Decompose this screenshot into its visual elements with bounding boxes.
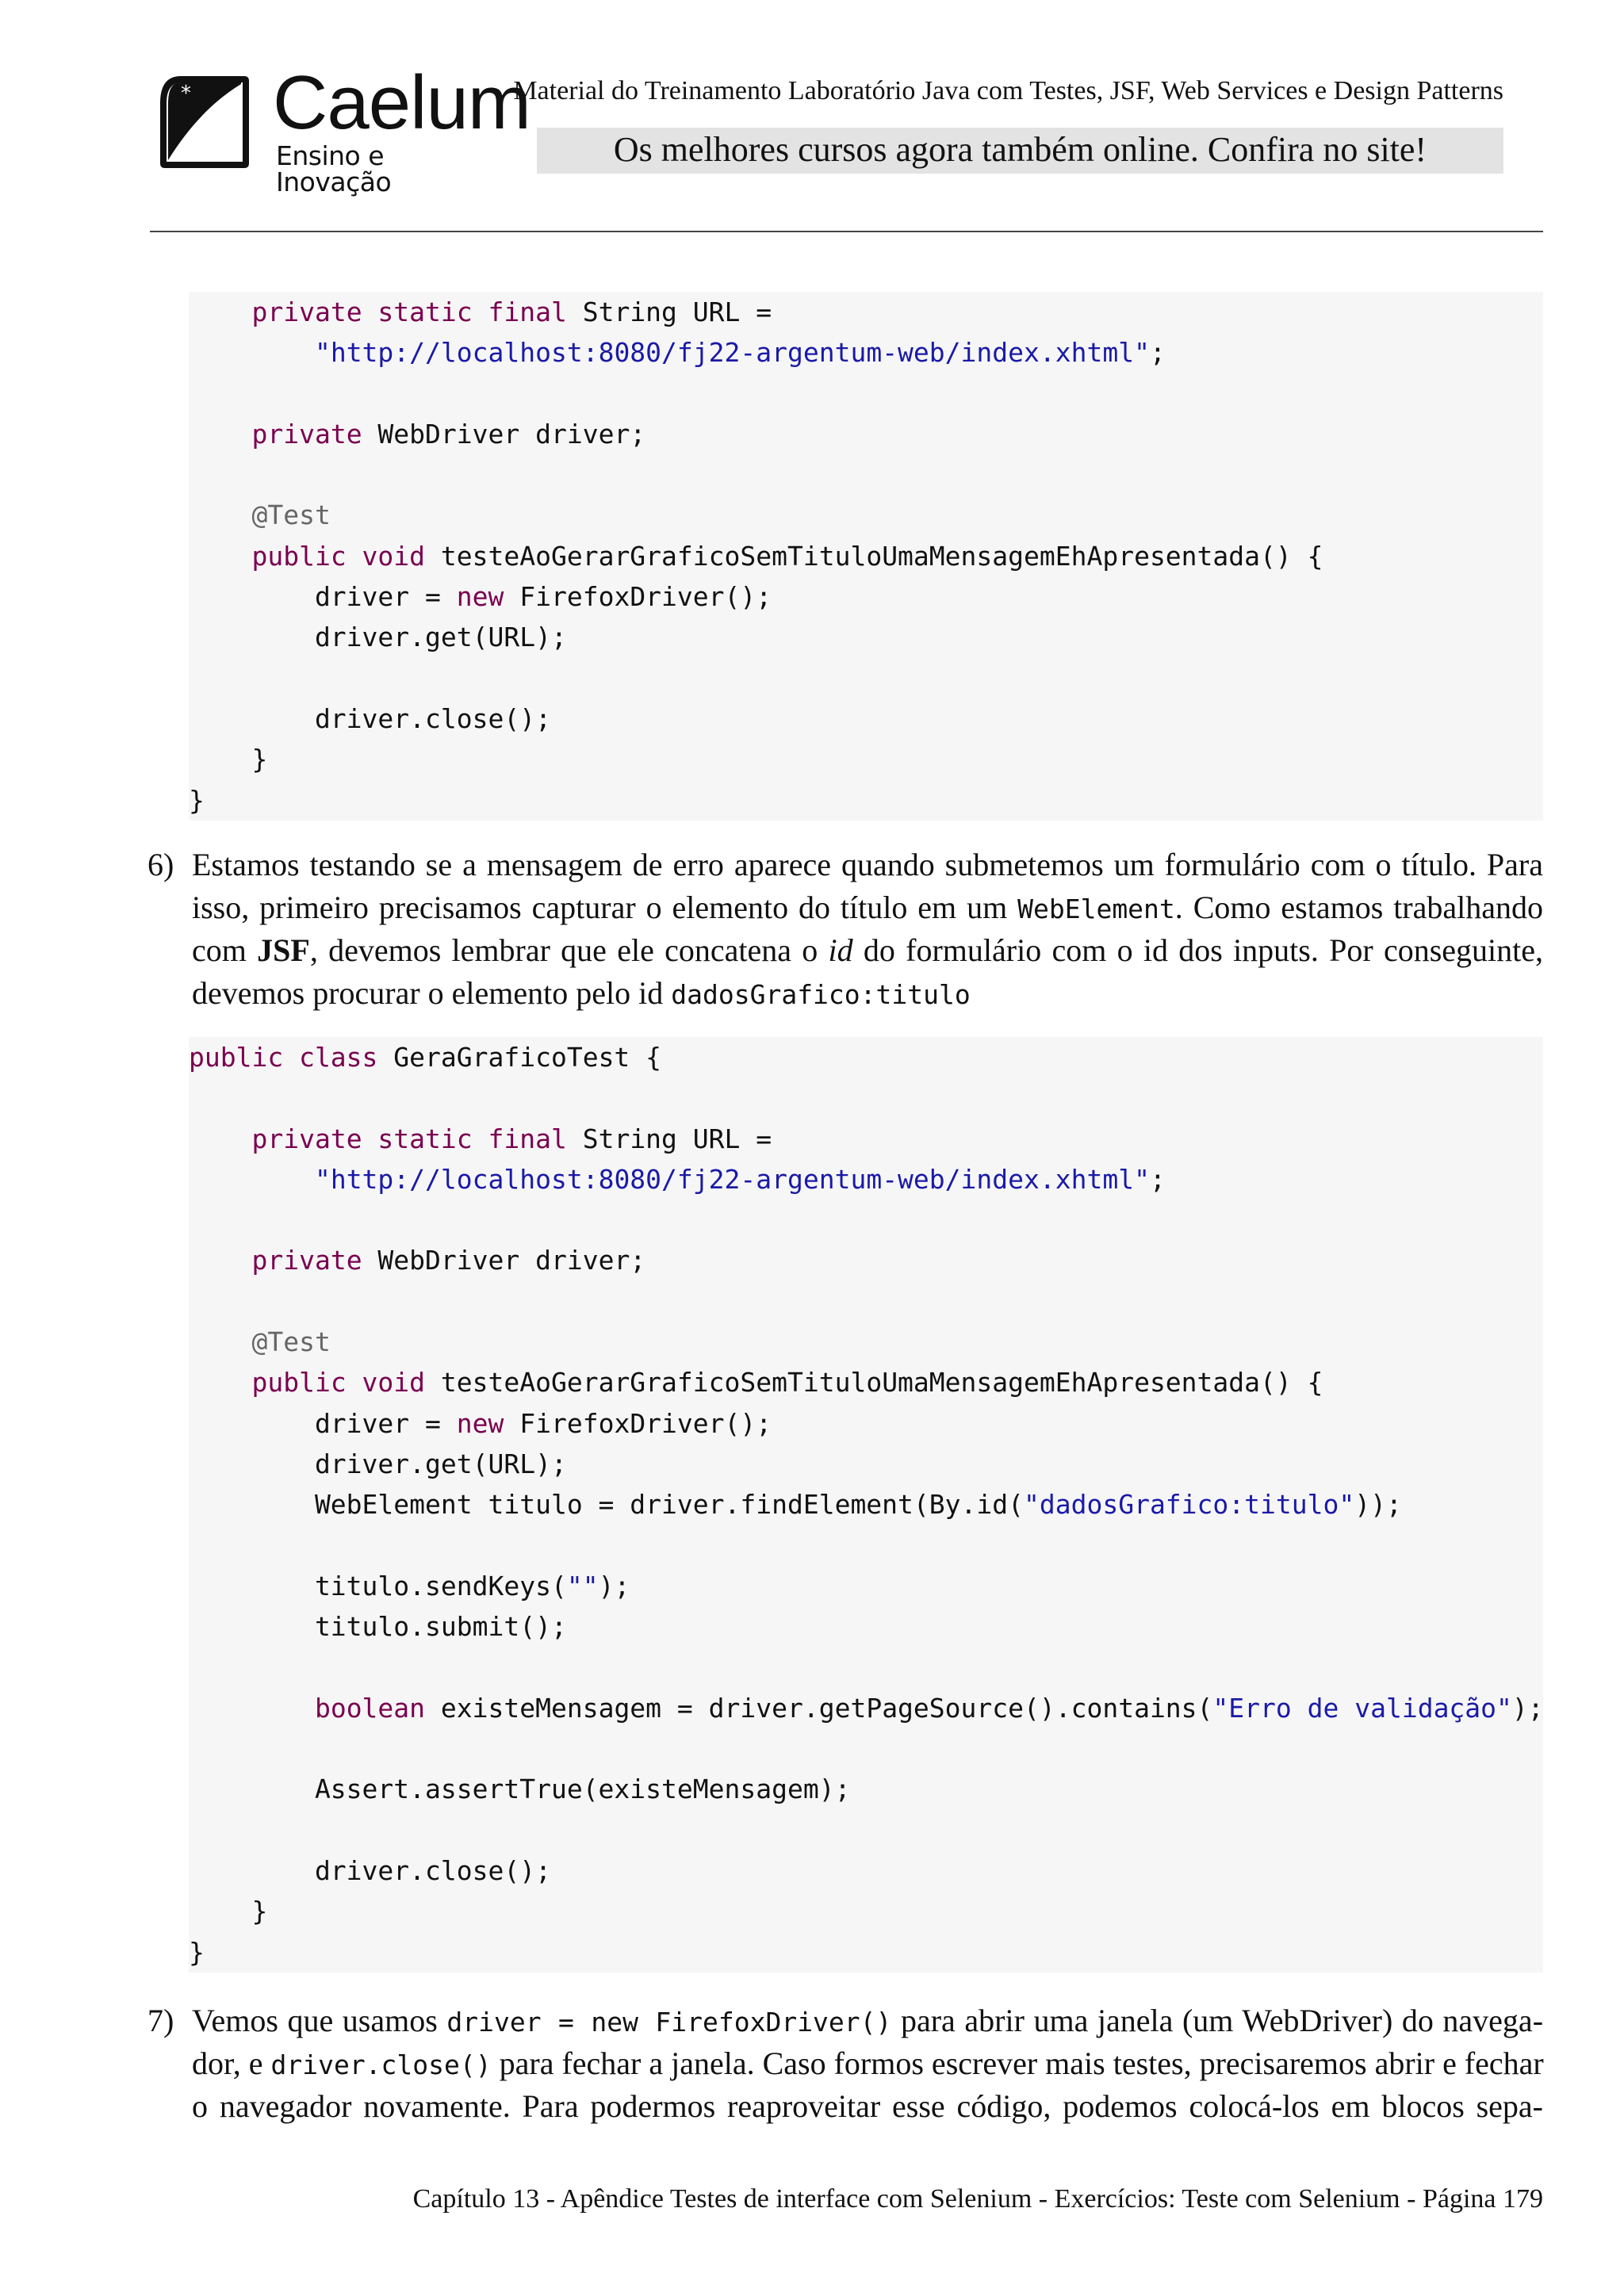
code-line — [189, 617, 1543, 657]
code-token — [189, 1693, 315, 1724]
exercise-item-6 — [147, 844, 1543, 1015]
code-line — [189, 1037, 1543, 1077]
text-run: para abrir uma janela (um WebDriver) do navega- — [891, 2003, 1544, 2038]
code-token — [189, 541, 251, 572]
code-block-1 — [189, 292, 1543, 821]
code-block-2 — [189, 1037, 1543, 1973]
code-token — [189, 419, 251, 450]
code-token: private — [251, 418, 362, 450]
code-token: ; — [1149, 337, 1166, 369]
code-token: testeAoGerarGraficoSemTituloUmaMensagemEhApresentada() { — [425, 1367, 1323, 1399]
code-token: new — [456, 581, 504, 613]
code-token: private static final — [251, 297, 567, 327]
code-line — [189, 1119, 1543, 1159]
text-line — [192, 972, 1543, 1015]
exercise-item-7 — [147, 1999, 1543, 2128]
item-number: 6) — [147, 847, 174, 882]
code-token: public void — [251, 1367, 426, 1399]
item-text — [192, 844, 1543, 1015]
code-token: Assert.assertTrue(existeMensagem); — [189, 1774, 851, 1805]
code-line — [189, 1606, 1543, 1647]
code-line — [189, 780, 1543, 821]
text-run: dor, e — [192, 2045, 271, 2081]
code-token: @Test — [251, 499, 331, 531]
code-line — [189, 1728, 1543, 1769]
svg-text:*: * — [181, 82, 191, 105]
code-token: } — [189, 744, 268, 775]
code-line — [189, 1647, 1543, 1687]
code-line — [189, 536, 1543, 576]
code-line — [189, 1891, 1543, 1931]
code-line — [189, 1240, 1543, 1280]
text-run: id — [828, 932, 853, 968]
code-token — [189, 1123, 251, 1154]
code-token: } — [189, 1936, 205, 1968]
code-token: "" — [566, 1570, 599, 1601]
code-token: GeraGraficoTest { — [377, 1042, 662, 1073]
code-line — [189, 576, 1543, 617]
code-token — [189, 1367, 251, 1398]
code-line — [189, 1525, 1543, 1566]
code-line — [189, 292, 1543, 332]
text-line — [192, 1999, 1543, 2042]
text-line — [192, 2085, 1543, 2128]
code-token: boolean — [314, 1692, 426, 1724]
code-line — [189, 373, 1543, 414]
code-token: String URL = — [566, 1123, 772, 1154]
code-token: WebDriver driver; — [362, 418, 646, 450]
code-token: FirefoxDriver(); — [504, 1407, 772, 1439]
code-token: } — [189, 784, 205, 816]
text-line — [192, 886, 1543, 929]
code-line — [189, 1444, 1543, 1484]
text-run: o navegador novamente. Para podermos reaproveitar esse código, podemos colocá-los em blocos sepa- — [192, 2088, 1543, 2124]
code-line — [189, 332, 1543, 373]
code-token — [189, 1164, 315, 1195]
text-run: do formulário com o id dos inputs. Por conseguinte, — [852, 932, 1544, 968]
text-run: com — [192, 932, 258, 968]
inline-code: driver.close() — [270, 2049, 492, 2080]
promo-text: Os melhores cursos agora também online. Confira no site! — [613, 130, 1427, 169]
code-line — [189, 1932, 1543, 1973]
text-line — [192, 2042, 1543, 2085]
text-run: . Como estamos trabalhando — [1174, 890, 1544, 925]
code-token: titulo.submit(); — [189, 1611, 567, 1643]
item-number: 7) — [147, 2003, 174, 2038]
text-run: devemos procurar o elemento pelo id — [192, 975, 672, 1011]
code-token: titulo.sendKeys( — [189, 1570, 567, 1601]
code-token: driver.get(URL); — [189, 1448, 567, 1479]
code-line — [189, 658, 1543, 698]
code-token: public void — [251, 540, 426, 572]
code-line — [189, 1159, 1543, 1200]
code-line — [189, 1281, 1543, 1322]
text-run: Vemos que usamos — [192, 2003, 447, 2038]
text-run: isso, primeiro precisamos capturar o elemento do título em um — [192, 890, 1018, 925]
code-line — [189, 1200, 1543, 1240]
page-footer: Capítulo 13 - Apêndice Testes de interface com Selenium - Exercícios: Teste com Selenium - Página 179 — [412, 2184, 1543, 2214]
code-line — [189, 414, 1543, 454]
code-token: ); — [598, 1570, 630, 1601]
inline-code: dadosGrafico:titulo — [671, 979, 971, 1010]
code-line — [189, 1769, 1543, 1809]
text-line — [192, 929, 1543, 972]
code-line — [189, 1077, 1543, 1118]
code-token: } — [189, 1896, 268, 1927]
inline-code: driver = new FirefoxDriver() — [446, 2007, 892, 2038]
text-run: , devemos lembrar que ele concatena o — [309, 932, 829, 968]
code-token: existeMensagem = driver.getPageSource().contains( — [425, 1692, 1213, 1724]
code-line — [189, 739, 1543, 779]
code-token: "dadosGrafico:titulo" — [1024, 1489, 1355, 1521]
code-line — [189, 1362, 1543, 1402]
training-title: Material do Treinamento Laboratório Java com Testes, JSF, Web Services e Design Patterns — [513, 76, 1503, 105]
code-line — [189, 1850, 1543, 1891]
code-line — [189, 1688, 1543, 1728]
item-text — [192, 1999, 1543, 2128]
brand-tagline: Ensino e Inovação — [276, 140, 392, 197]
code-line — [189, 454, 1543, 495]
code-token: WebElement titulo = driver.findElement(By.id( — [189, 1489, 1024, 1521]
code-line — [189, 1810, 1543, 1850]
text-run: JSF — [257, 932, 310, 968]
code-token: private — [251, 1245, 362, 1276]
code-token: driver.get(URL); — [189, 622, 567, 653]
code-token: "http://localhost:8080/fj22-argentum-web/index.xhtml" — [314, 337, 1150, 369]
code-token — [189, 499, 251, 530]
code-line — [189, 1403, 1543, 1444]
text-line — [192, 844, 1543, 886]
code-token — [189, 297, 251, 327]
code-token: )); — [1354, 1489, 1402, 1521]
code-token: "Erro de validação" — [1212, 1692, 1512, 1724]
code-line — [189, 1566, 1543, 1606]
code-token: public class — [189, 1042, 378, 1073]
code-token: WebDriver driver; — [362, 1245, 646, 1276]
code-token: new — [456, 1407, 504, 1439]
code-token: ); — [1511, 1692, 1544, 1724]
code-token: String URL = — [566, 297, 772, 327]
caelum-logo — [157, 60, 530, 197]
inline-code: WebElement — [1017, 894, 1175, 924]
code-token: driver = — [189, 1407, 457, 1439]
code-token: FirefoxDriver(); — [504, 581, 772, 613]
code-line — [189, 1322, 1543, 1362]
code-token: private static final — [251, 1123, 567, 1154]
code-token: @Test — [251, 1326, 331, 1358]
code-token: driver.close(); — [189, 702, 551, 734]
text-run: Estamos testando se a mensagem de erro aparece quando submetemos um formulário com o título. Para — [192, 847, 1543, 882]
code-token: driver = — [189, 581, 457, 613]
code-token — [189, 1245, 251, 1276]
code-line — [189, 495, 1543, 535]
text-run: para fechar a janela. Caso formos escrever mais testes, precisaremos abrir e fechar — [491, 2045, 1544, 2081]
code-token: ; — [1149, 1163, 1166, 1195]
code-line — [189, 1484, 1543, 1525]
caelum-logo-mark-icon — [157, 71, 252, 173]
promo-banner — [537, 128, 1503, 174]
code-token: testeAoGerarGraficoSemTituloUmaMensagemEhApresentada() { — [425, 540, 1323, 572]
brand-name: Caelum — [273, 60, 530, 145]
code-token: "http://localhost:8080/fj22-argentum-web/index.xhtml" — [314, 1163, 1150, 1195]
code-token: driver.close(); — [189, 1854, 551, 1886]
code-token — [189, 1326, 251, 1357]
header-divider — [150, 231, 1543, 232]
code-token — [189, 337, 315, 368]
code-line — [189, 698, 1543, 739]
